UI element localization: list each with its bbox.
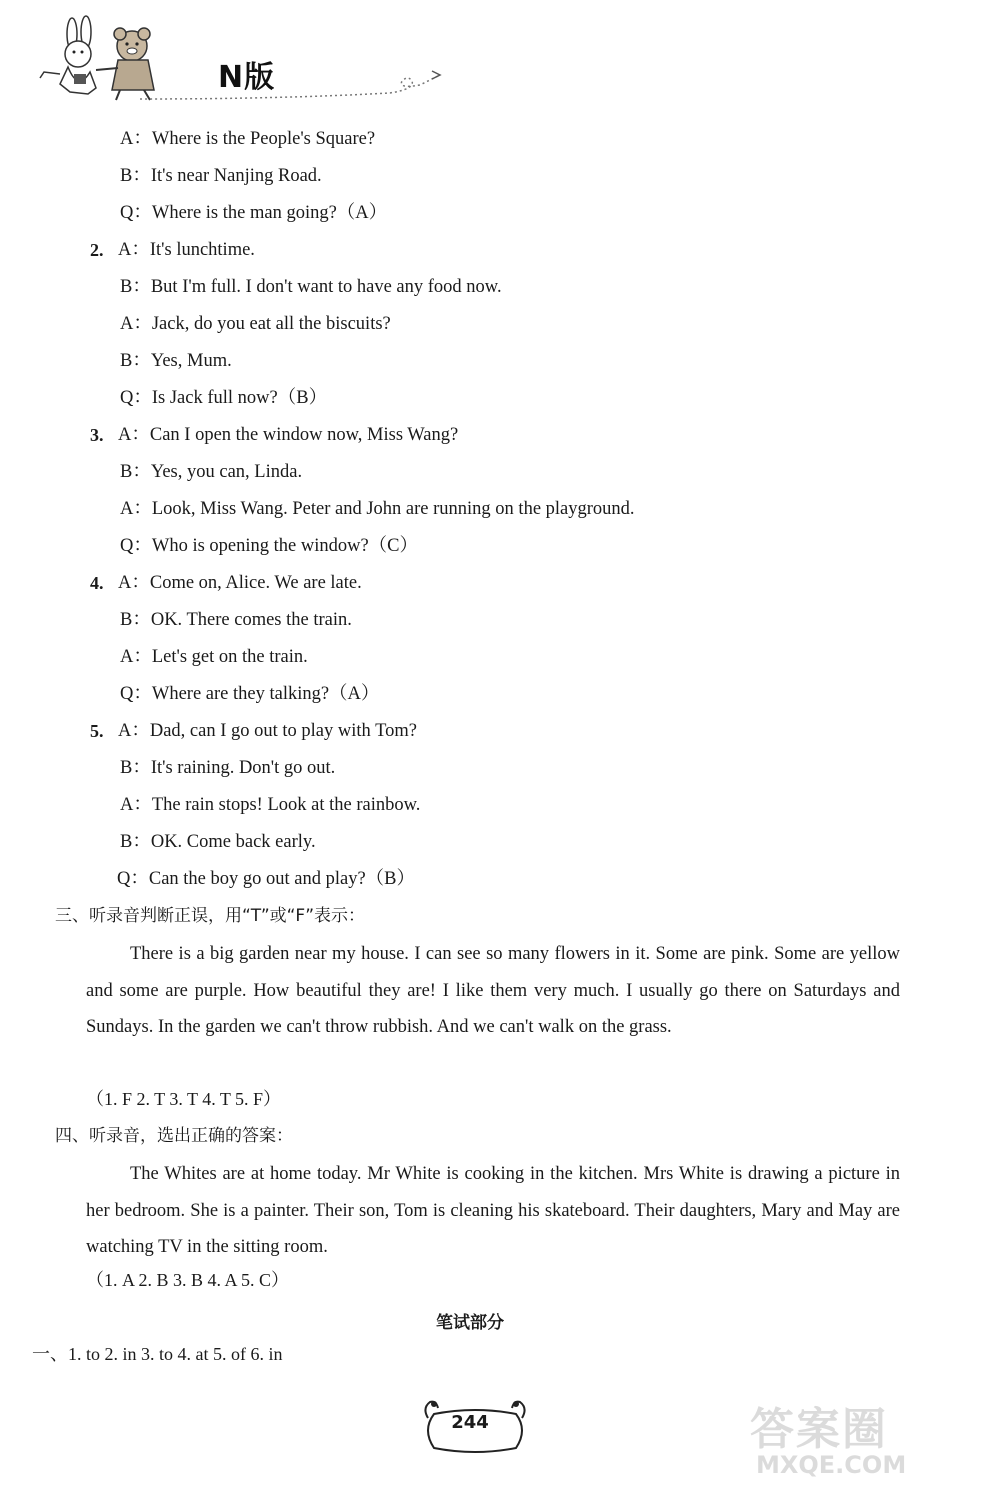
dialogue-3-line-3: A：Look, Miss Wang. Peter and John are running on the playground. [120,499,635,519]
section-3-text: There is a big garden near my house. I can see so many flowers in it. Some are pink. Some are yellow and some are purple. How beautiful they are! I like them very much. I usually go there on Saturdays and Sundays. In the garden we can't throw rubbish. And we can't walk on the grass. [86,944,900,1037]
dialogue-2-line-4: B：Yes, Mum. [120,351,232,371]
watermark [750,1393,990,1483]
dialogue-2-line-1: A：It's lunchtime. [118,240,255,260]
page-header [30,12,450,102]
dialogue-1-line-1: A：Where is the People's Square? [120,129,376,149]
dialogue-4-line-3: A：Let's get on the train. [120,647,308,667]
watermark-text: 答案圈 [750,1404,888,1455]
dialogue-3-number: 3. [90,425,104,445]
dialogue-2-line-2: B：But I'm full. I don't want to have any food now. [120,277,502,297]
written-answers-line-1: 一、1. to 2. in 3. to 4. at 5. of 6. in [32,1344,283,1364]
section-3-heading: 三、听录音判断正误，用“T”或“F”表示： [55,906,366,926]
dialogue-4-number: 4. [90,573,104,593]
dialogue-4-line-1: A：Come on, Alice. We are late. [118,573,362,593]
section-4-text: The Whites are at home today. Mr White is cooking in the kitchen. Mrs White is drawing a picture in her bedroom. She is a painter. Their son, Tom is cleaning his skateboard. Their daughters, Mary and May are watching TV in the sitting room. [86,1164,900,1257]
dialogue-5-line-1: A：Dad, can I go out to play with Tom? [118,721,417,741]
dialogue-4-line-4: Q：Where are they talking?（A） [120,684,380,704]
dialogue-5-line-5: Q：Can the boy go out and play?（B） [117,869,416,889]
section-3-answers: （1. F 2. T 3. T 4. T 5. F） [86,1089,282,1109]
dialogue-5-line-2: B：It's raining. Don't go out. [120,758,336,778]
dialogue-3-line-2: B：Yes, you can, Linda. [120,462,303,482]
page-number: 244 [451,1412,489,1433]
written-part-title: 笔试部分 [436,1313,504,1333]
dialogue-4-line-2: B：OK. There comes the train. [120,610,352,630]
dialogue-3-line-1: A：Can I open the window now, Miss Wang? [118,425,459,445]
dialogue-3-line-4: Q：Who is opening the window?（C） [120,536,419,556]
page-number-badge [420,1392,530,1462]
dialogue-5-line-3: A：The rain stops! Look at the rainbow. [120,795,421,815]
decorative-dotted-line [140,67,450,107]
dialogue-5-line-4: B：OK. Come back early. [120,832,316,852]
dialogue-2-line-3: A：Jack, do you eat all the biscuits? [120,314,391,334]
section-4-answers: （1. A 2. B 3. B 4. A 5. C） [86,1270,290,1290]
dialogue-1-line-2: B：It's near Nanjing Road. [120,166,322,186]
dialogue-2-number: 2. [90,240,104,260]
header-title: N版 [218,60,276,95]
dialogue-2-line-5: Q：Is Jack full now?（B） [120,388,328,408]
dialogue-5-number: 5. [90,721,104,741]
dialogue-1-line-3: Q：Where is the man going?（A） [120,203,388,223]
watermark-url: MXQE.COM [756,1451,907,1479]
section-4-heading: 四、听录音，选出正确的答案： [55,1126,293,1146]
